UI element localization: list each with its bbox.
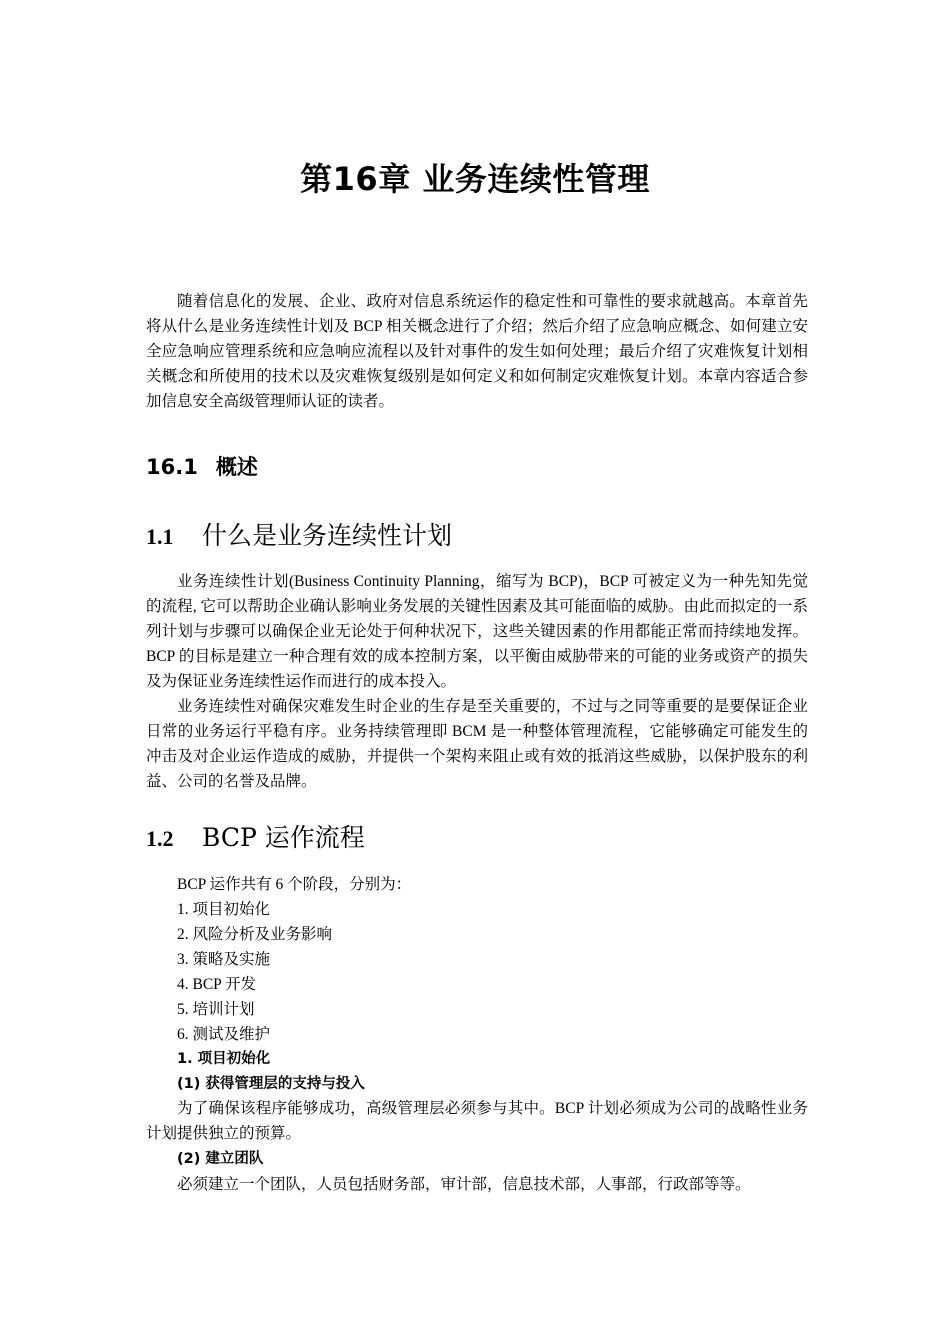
- list-item: 6. 测试及维护: [177, 1026, 271, 1043]
- section-heading-1-2: [146, 821, 365, 856]
- sub2-body: [146, 1172, 808, 1197]
- bcp-steps-list: [177, 872, 411, 1097]
- section-number: 1.1: [146, 524, 174, 549]
- section-1-1-body: [146, 569, 808, 794]
- chapter-title: 第16章 业务连续性管理: [300, 160, 650, 198]
- section-heading-1-1: [146, 519, 452, 554]
- paragraph: 业务连续性计划(Business Continuity Planning，缩写为 BCP)，BCP 可被定义为一种先知先觉的流程, 它可以帮助企业确认影响业务发展的关键性因素及其可能面临的威胁。由此而拟定的一系列计划与步骤可以确保企业无论处于何种状况下，这些关键因素的作用都能正常而持续地发挥。BCP 的目标是建立一种合理有效的成本控制方案，以平衡由威胁带来的可能的业务或资产的损失及为保证业务连续性运作而进行的成本投入。: [146, 573, 808, 690]
- paragraph: 业务连续性对确保灾难发生时企业的生存是至关重要的，不过与之同等重要的是要保证企业日常的业务运行平稳有序。业务持续管理即 BCM 是一种整体管理流程，它能够确定可能发生的冲击及对企业运作造成的威胁，并提供一个架构来阻止或有效的抵消这些威胁，以保护股东的利益、公司的名誉及品牌。: [146, 698, 808, 790]
- list-lead: BCP 运作共有 6 个阶段，分别为：: [177, 876, 412, 893]
- subheading: (1) 获得管理层的支持与投入: [177, 1076, 365, 1092]
- section-title: BCP 运作流程: [202, 823, 365, 852]
- list-item: 3. 策略及实施: [177, 951, 271, 968]
- phase-heading: 1. 项目初始化: [177, 1051, 271, 1067]
- paragraph: 必须建立一个团队，人员包括财务部，审计部，信息技术部，人事部，行政部等等。: [177, 1176, 751, 1193]
- list-item: 2. 风险分析及业务影响: [177, 926, 333, 943]
- section-number: 1.2: [146, 826, 174, 851]
- list-item: 4. BCP 开发: [177, 976, 257, 993]
- section-title: 概述: [215, 455, 258, 479]
- intro-paragraph: 随着信息化的发展、企业、政府对信息系统运作的稳定性和可靠性的要求就越高。本章首先将从什么是业务连续性计划及 BCP 相关概念进行了介绍；然后介绍了应急响应概念、如何建立安全应急响应管理系统和应急响应流程以及针对事件的发生如何处理；最后介绍了灾难恢复计划相关概念和所使用的技术以及灾难恢复级别是如何定义和如何制定灾难恢复计划。本章内容适合参加信息安全高级管理师认证的读者。: [146, 293, 808, 410]
- section-number: 16.1: [146, 455, 198, 479]
- list-item: 1. 项目初始化: [177, 901, 271, 918]
- sub1-body: [146, 1096, 808, 1146]
- section-title: 什么是业务连续性计划: [202, 521, 453, 550]
- section-heading-16-1: [146, 452, 258, 482]
- subheading: (2) 建立团队: [177, 1151, 264, 1167]
- paragraph: 为了确保该程序能够成功，高级管理层必须参与其中。BCP 计划必须成为公司的战略性业务计划提供独立的预算。: [146, 1100, 808, 1142]
- list-item: 5. 培训计划: [177, 1001, 255, 1018]
